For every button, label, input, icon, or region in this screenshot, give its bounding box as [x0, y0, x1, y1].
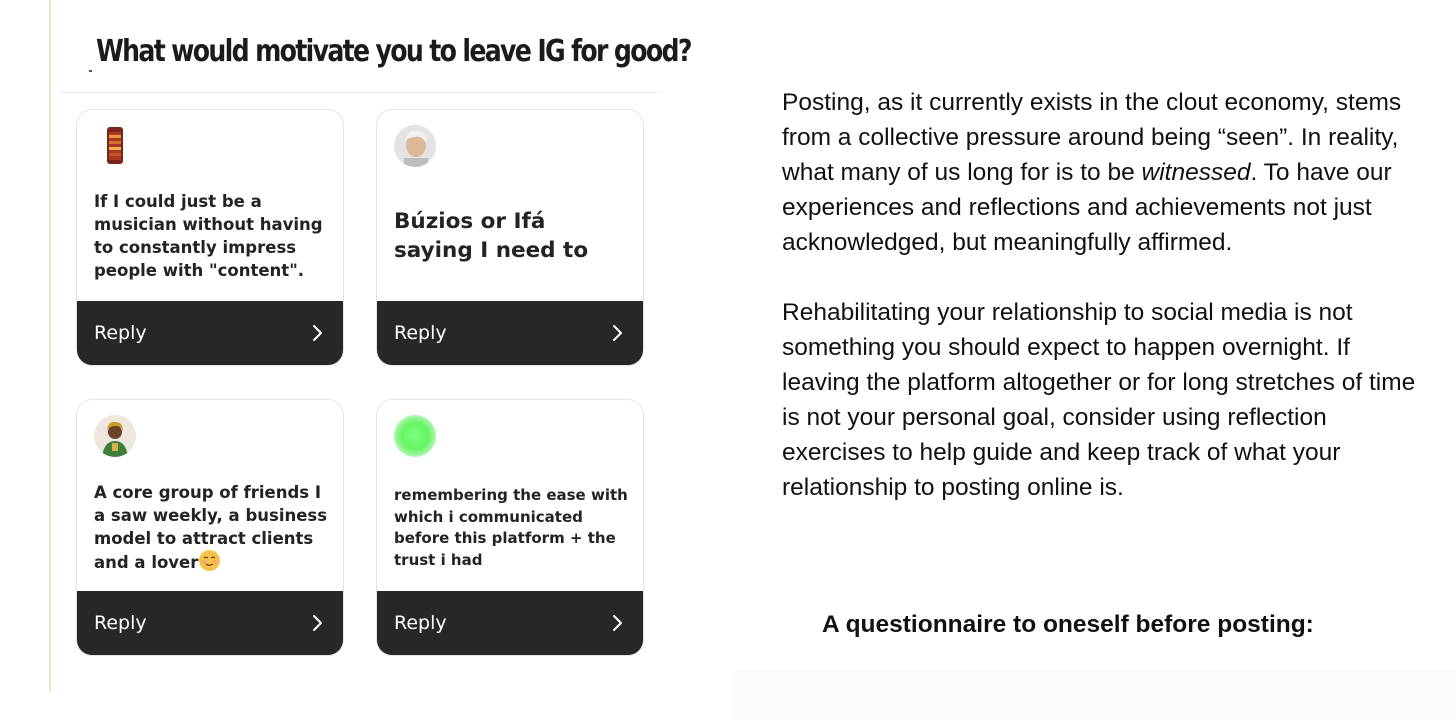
response-text-body: A core group of friends I a saw weekly, a business model to attract clients and a lover: [94, 483, 328, 572]
response-card: [376, 399, 644, 656]
reply-label: Reply: [394, 612, 447, 634]
person-avatar-icon: [394, 125, 436, 167]
chevron-right-icon: [312, 324, 323, 342]
essay-paragraph: Rehabilitating your relationship to social media is not something you should expect to happen overnight. If leaving the platform altogether or for long stretches of time is not your personal goal, consider using reflection exercises to help guide and keep track of what your relationship to posting online is.: [782, 299, 1416, 501]
essay-paragraph: [782, 85, 1422, 260]
relieved-face-emoji-icon: [199, 550, 220, 571]
response-card: [76, 109, 344, 366]
chevron-right-icon: [612, 614, 623, 632]
reply-button[interactable]: [377, 301, 643, 365]
emphasis-witnessed: witnessed: [1141, 159, 1251, 186]
response-card: [376, 109, 644, 366]
reply-label: Reply: [94, 612, 147, 634]
questionnaire-heading: A questionnaire to oneself before posting:: [822, 611, 1314, 638]
response-text: remembering the ease with which i communicated before this platform + the trust i had: [394, 486, 628, 569]
question-title: What would motivate you to leave IG for good?: [96, 34, 691, 69]
chevron-right-icon: [312, 614, 323, 632]
reply-button[interactable]: [377, 591, 643, 655]
person-avatar-icon: [94, 415, 136, 457]
reply-label: Reply: [94, 322, 147, 344]
essay-paragraph-1-start: Posting, as it currently exists in the clout economy, stems from a collective pressure around being “seen”. In reality, what many of us long for is to be: [782, 89, 1402, 186]
chevron-right-icon: [612, 324, 623, 342]
reply-button[interactable]: [77, 301, 343, 365]
reply-label: Reply: [394, 322, 447, 344]
response-text: [94, 481, 331, 574]
response-text: If I could just be a musician without having to constantly impress people with "content".: [94, 192, 323, 280]
bottom-band: [735, 670, 1456, 720]
response-card: [76, 399, 344, 656]
title-mark: [89, 70, 92, 72]
essay-text: [782, 85, 1422, 505]
green-blur-avatar-icon: [394, 415, 436, 457]
reply-button[interactable]: [77, 591, 343, 655]
essay-paragraph-1-end: . To have our experiences and reflections and achievements not just acknowledged, but meaningfully affirmed.: [782, 159, 1392, 256]
response-text: Búzios or Ifá saying I need to: [394, 209, 589, 263]
phone-avatar-icon: [94, 125, 136, 167]
header-divider: [60, 92, 662, 93]
